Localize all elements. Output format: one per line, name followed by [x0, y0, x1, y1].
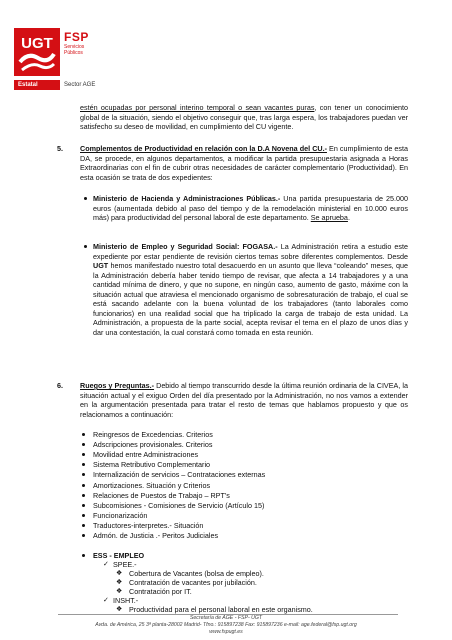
diamond-icon: ❖ — [116, 606, 123, 613]
section-5-heading: Complementos de Productividad en relación con la D.A Novena del CU.- — [80, 144, 327, 153]
list-item: Subcomisiones - Comisiones de Servicio (Artículo 15) — [93, 501, 264, 510]
empleo-text-2: hemos manifestado nuestro total desacuerdo en un asunto que lleva “coleando” meses, que la Administración debería haber tenido tiempo de revisar, que afecta a 14 trabajadores y a una cantidad mínima de dinero, y que no supone, en ningún caso, aumento de gasto, máxime con la situación actual que atraviesa el mencionado organismo de sobresaturación de trabajo, el cual se está sacando adelante con la buena voluntad de los trabajadores (tanto laborales como funcionarios) en una realidad social que ha triplicado la carga de trabajo de esta unidad. La Administración, a propuesta de la parte social, acepta revisar el tema en el plazo de unos días y dar una contestación, la cual constará como tomada en esta reunión. — [93, 261, 408, 337]
hacienda-title: Ministerio de Hacienda y Administraciones Públicas.- — [93, 194, 281, 203]
spee-item: Contratación de vacantes por jubilación. — [129, 578, 257, 587]
empleo-ugt: UGT — [93, 261, 109, 270]
list-item: Sistema Retributivo Complementario — [93, 460, 210, 469]
check-icon: ✓ — [103, 561, 109, 568]
list-item: Adscripciones provisionales. Criterios — [93, 440, 212, 449]
section-6-heading: Ruegos y Preguntas.- — [80, 381, 155, 390]
insht-item: Productividad para el personal laboral en este organismo. — [129, 605, 313, 614]
spee-item: Contratación por IT. — [129, 587, 192, 596]
list-item: Funcionarización — [93, 511, 147, 520]
bullet-dot — [82, 473, 85, 476]
list-item: Admón. de Justicia .- Peritos Judiciales — [93, 531, 218, 540]
bullet-dot — [82, 494, 85, 497]
spee-item: Cobertura de Vacantes (bolsa de empleo). — [129, 569, 264, 578]
bullet-dot — [82, 524, 85, 527]
bullet-dot — [82, 534, 85, 537]
insht-label: INSHT.- — [113, 596, 139, 605]
bullet-dot — [82, 463, 85, 466]
diamond-icon: ❖ — [116, 570, 123, 577]
list-item: Amortizaciones. Situación y Criterios — [93, 481, 210, 490]
section-5-paragraph — [80, 144, 408, 182]
empleo-title: Ministerio de Empleo y Seguridad Social: FOGASA.- — [93, 242, 278, 251]
hacienda-approved: Se aprueba — [310, 213, 348, 222]
list-item: Internalización de servicios – Contrataciones externas — [93, 470, 265, 479]
list-item: Relaciones de Puestos de Trabajo – RPT’s — [93, 491, 230, 500]
section-6-number: 6. — [57, 381, 63, 390]
empleo-paragraph — [93, 242, 408, 337]
diamond-icon: ❖ — [116, 579, 123, 586]
empleo-text-1: La Administración retira a estudio este expediente por estar pendiente de revisión ciertos temas sobre diferentes complementos. Desde — [93, 242, 408, 261]
section-5-number: 5. — [57, 144, 63, 153]
section-6-text: Debido al tiempo transcurrido desde la última reunión ordinaria de la CIVEA, la situación actual y el exiguo Orden del día presentado por la Administración, no nos vamos a extender en la argumentación presentada para tratar el resto de temas que hablamos propuesto y que os relacionamos a continuación: — [80, 381, 408, 419]
check-icon: ✓ — [103, 597, 109, 604]
footer-line-3: www.fspugt.es — [209, 629, 243, 635]
list-item: Reingresos de Excedencias. Criterios — [93, 430, 213, 439]
org-subtitle: Servicios Públicos — [64, 44, 85, 56]
footer-line-2: Avda. de América, 25 3ª planta-28002 Madrid- Tfno.: 915897238 Fax: 915897236 e-mail: age.federal@fsp.ugt.org — [95, 622, 357, 628]
hacienda-paragraph — [93, 194, 408, 223]
bullet-dot — [82, 504, 85, 507]
footer-line-1: Secretaría de AGE - FSP- UGT — [189, 615, 263, 621]
sector-label: Sector AGE — [64, 82, 96, 88]
list-item: Traductores-interpretes.- Situación — [93, 521, 203, 530]
bullet-dot — [82, 453, 85, 456]
list-item: Movilidad entre Administraciones — [93, 450, 198, 459]
bullet-dot — [84, 197, 87, 200]
bullet-dot — [82, 443, 85, 446]
intro-paragraph — [80, 103, 408, 132]
section-6-paragraph — [80, 381, 408, 419]
ugt-logo — [14, 28, 60, 76]
bullet-dot — [82, 554, 85, 557]
svg-text:UGT: UGT — [21, 35, 53, 52]
intro-underlined: estén ocupadas por personal interino temporal o sean vacantes puras — [80, 103, 315, 112]
hacienda-text: Una partida presupuestaria de 25.000 euros (aumentada debido al paso del tiempo y de la remodelación ministerial en 10.000 euros más) para productividad del personal laboral de este departamento. — [93, 194, 408, 222]
spee-label: SPEE.- — [113, 560, 137, 569]
intro-text: , con tener un conocimiento global de la situación, siendo el objetivo conseguir que, tras larga espera, los trabajadores puedan ver satisfecho su deseo de movilidad, en cumplimiento del CU vigente. — [80, 103, 408, 131]
estatal-label: Estatal — [14, 80, 60, 90]
ess-heading: ESS - EMPLEO — [93, 551, 144, 560]
hacienda-end: . — [347, 213, 350, 222]
bullet-dot — [82, 484, 85, 487]
bullet-dot — [84, 245, 87, 248]
bullet-dot — [82, 514, 85, 517]
org-name: FSP — [64, 30, 89, 44]
bullet-dot — [82, 433, 85, 436]
section-5-text: En cumplimiento de esta DA, se procede, en algunos departamentos, a modificar la partida presupuestaria asignada a Horas Extraordinarias con el fin de cubrir otras necesidades de carácter complementario (Productividad). En esta ocasión se trata de dos expedientes: — [80, 144, 408, 182]
diamond-icon: ❖ — [116, 588, 123, 595]
